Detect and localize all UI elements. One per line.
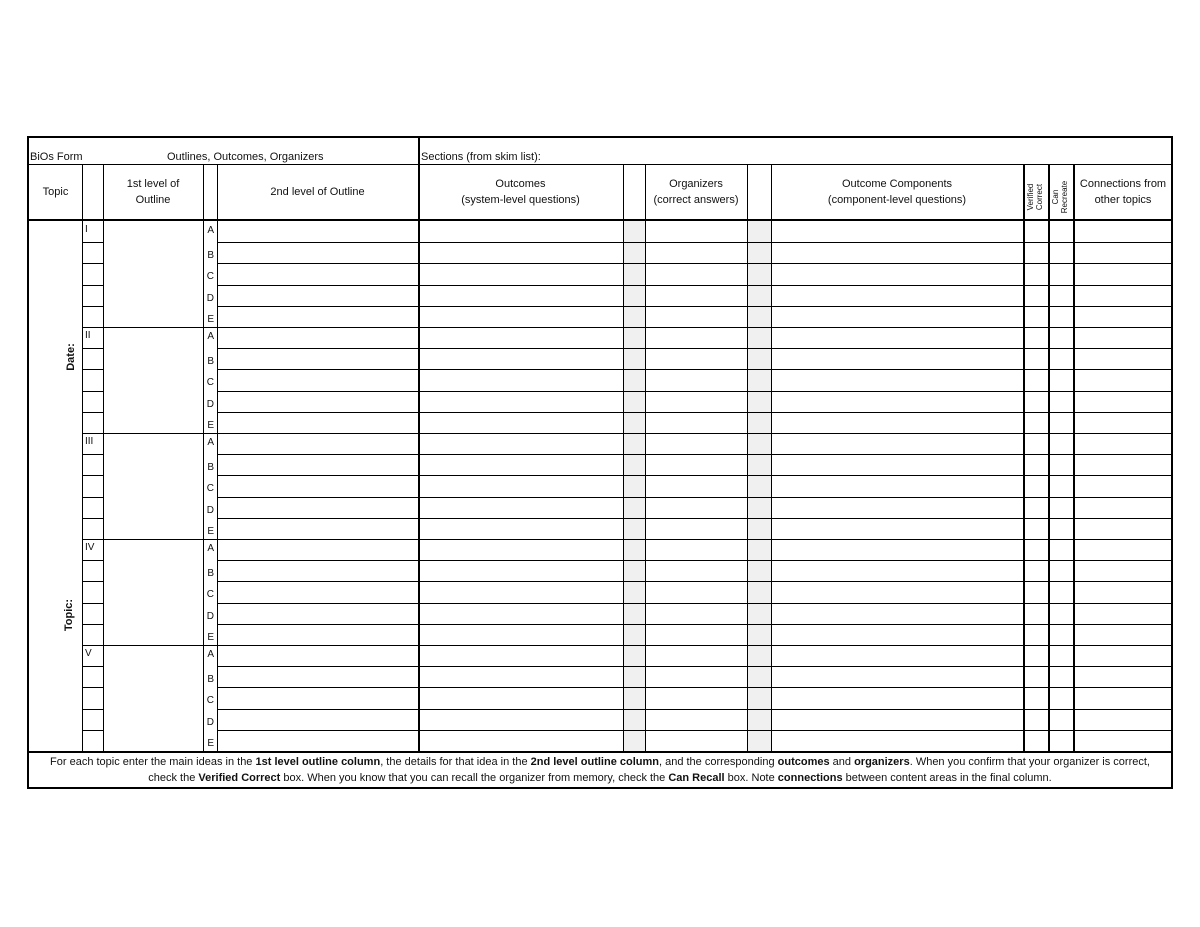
row-line bbox=[217, 709, 1171, 710]
outline-roman-numeral: V bbox=[85, 648, 92, 659]
footer-emphasis: connections bbox=[777, 772, 843, 784]
column-line bbox=[1048, 165, 1050, 751]
footer-emphasis: organizers bbox=[854, 756, 910, 768]
outline-letter: B bbox=[207, 568, 214, 580]
col-components-header: Outcome Components (component-level questions) bbox=[827, 178, 967, 206]
footer-divider bbox=[29, 751, 1171, 753]
outline-letter: A bbox=[207, 225, 214, 236]
outline-letter: D bbox=[206, 398, 214, 410]
col-second-level-header: 2nd level of Outline bbox=[270, 186, 365, 198]
footer-text: between content areas in the final column. bbox=[842, 772, 1052, 784]
outline-letter: C bbox=[206, 377, 214, 389]
row-line bbox=[82, 306, 103, 307]
outline-letter: E bbox=[207, 419, 214, 431]
row-line bbox=[82, 263, 103, 264]
row-line bbox=[82, 369, 103, 370]
column-line bbox=[1023, 165, 1025, 751]
outline-letter: C bbox=[206, 271, 214, 283]
row-line bbox=[82, 242, 103, 243]
col-connections-header: Connections from other topics bbox=[1079, 178, 1167, 206]
row-line bbox=[82, 475, 103, 476]
form-subtitle: Outlines, Outcomes, Organizers bbox=[167, 151, 324, 163]
row-line bbox=[217, 454, 1171, 455]
row-line bbox=[82, 391, 103, 392]
row-line bbox=[217, 391, 1171, 392]
row-line bbox=[217, 560, 1171, 561]
row-line bbox=[217, 666, 1171, 667]
sections-label: Sections (from skim list): bbox=[421, 151, 541, 163]
footer-emphasis: 2nd level outline column bbox=[530, 756, 659, 768]
outline-letter: B bbox=[207, 674, 214, 686]
col-organizers-header: Organizers (correct answers) bbox=[653, 178, 739, 206]
row-line bbox=[217, 624, 1171, 625]
footer-text: box. Note bbox=[724, 772, 778, 784]
row-line bbox=[217, 412, 1171, 413]
col-outcomes-header: Outcomes (system-level questions) bbox=[461, 178, 580, 206]
date-label: Date: bbox=[64, 343, 77, 371]
outline-letter: C bbox=[206, 483, 214, 495]
outline-letter: B bbox=[207, 462, 214, 474]
header-bottom-divider bbox=[29, 219, 1171, 221]
outline-roman-numeral: IV bbox=[85, 542, 95, 553]
footer-text: box. When you know that you can recall the organizer from memory, check the bbox=[280, 772, 669, 784]
outline-roman-numeral: II bbox=[85, 330, 91, 341]
outline-letter: A bbox=[207, 649, 214, 660]
row-line bbox=[217, 369, 1171, 370]
row-line bbox=[82, 666, 103, 667]
spacer-column bbox=[747, 221, 771, 751]
row-line bbox=[82, 624, 103, 625]
footer-text: , and the corresponding bbox=[658, 756, 778, 768]
column-line bbox=[1073, 165, 1075, 751]
row-line bbox=[217, 687, 1171, 688]
outline-letter: E bbox=[207, 631, 214, 643]
footer-emphasis: Verified Correct bbox=[198, 772, 281, 784]
col-first-level-header: 1st level of Outline bbox=[126, 178, 180, 206]
column-line bbox=[645, 165, 646, 751]
outline-letter: C bbox=[206, 589, 214, 601]
outline-letter: B bbox=[207, 250, 214, 262]
topic-label: Topic: bbox=[63, 598, 76, 632]
column-line bbox=[771, 165, 772, 751]
row-line bbox=[82, 497, 103, 498]
col-verified-header: Verified Correct bbox=[1026, 183, 1044, 211]
outline-letter: E bbox=[207, 737, 214, 749]
divider-outline-outcomes bbox=[418, 138, 420, 753]
row-line bbox=[82, 454, 103, 455]
col-recall-header: Can Recreate bbox=[1051, 180, 1069, 214]
group-line bbox=[82, 433, 1171, 434]
row-line bbox=[82, 348, 103, 349]
row-line bbox=[82, 560, 103, 561]
footer-emphasis: Can Recall bbox=[668, 772, 725, 784]
row-line bbox=[217, 263, 1171, 264]
row-line bbox=[82, 285, 103, 286]
outline-letter: A bbox=[207, 543, 214, 554]
outline-letter: A bbox=[207, 437, 214, 448]
outline-letter: E bbox=[207, 313, 214, 325]
column-line bbox=[217, 165, 218, 751]
row-line bbox=[82, 412, 103, 413]
footer-emphasis: outcomes bbox=[777, 756, 830, 768]
group-line bbox=[82, 327, 1171, 328]
footer-text: , the details for that idea in the bbox=[380, 756, 531, 768]
footer-text: . When you confirm that your organizer is correct, check the bbox=[148, 756, 1150, 784]
outline-letter: D bbox=[206, 716, 214, 728]
col-topic-header: Topic bbox=[42, 186, 69, 198]
column-line bbox=[747, 165, 748, 751]
outline-letter: D bbox=[206, 504, 214, 516]
footer-text: For each topic enter the main ideas in the bbox=[50, 756, 256, 768]
row-line bbox=[217, 242, 1171, 243]
outline-letter: E bbox=[207, 525, 214, 537]
row-line bbox=[217, 497, 1171, 498]
row-line bbox=[217, 730, 1171, 731]
row-line bbox=[217, 306, 1171, 307]
group-line bbox=[82, 539, 1171, 540]
footer-text: and bbox=[829, 756, 855, 768]
spacer-column bbox=[623, 221, 645, 751]
row-line bbox=[82, 730, 103, 731]
row-line bbox=[217, 475, 1171, 476]
column-line bbox=[103, 165, 104, 751]
column-line bbox=[82, 165, 83, 751]
row-line bbox=[217, 581, 1171, 582]
footer-emphasis: 1st level outline column bbox=[255, 756, 381, 768]
outline-letter: C bbox=[206, 695, 214, 707]
row-line bbox=[217, 603, 1171, 604]
column-line bbox=[623, 165, 624, 751]
row-line bbox=[217, 518, 1171, 519]
instructions-footer bbox=[29, 754, 1171, 787]
row-line bbox=[82, 687, 103, 688]
outline-letter: D bbox=[206, 292, 214, 304]
row-line bbox=[82, 603, 103, 604]
outline-letter: B bbox=[207, 356, 214, 368]
form-title: BiOs Form bbox=[30, 151, 83, 163]
row-line bbox=[82, 709, 103, 710]
row-line bbox=[82, 581, 103, 582]
outline-roman-numeral: III bbox=[85, 436, 94, 447]
row-line bbox=[82, 518, 103, 519]
outline-roman-numeral: I bbox=[85, 224, 88, 235]
bios-form bbox=[27, 136, 1173, 789]
outline-letter: A bbox=[207, 331, 214, 342]
outline-letter: D bbox=[206, 610, 214, 622]
row-line bbox=[217, 348, 1171, 349]
group-line bbox=[82, 645, 1171, 646]
row-line bbox=[217, 285, 1171, 286]
